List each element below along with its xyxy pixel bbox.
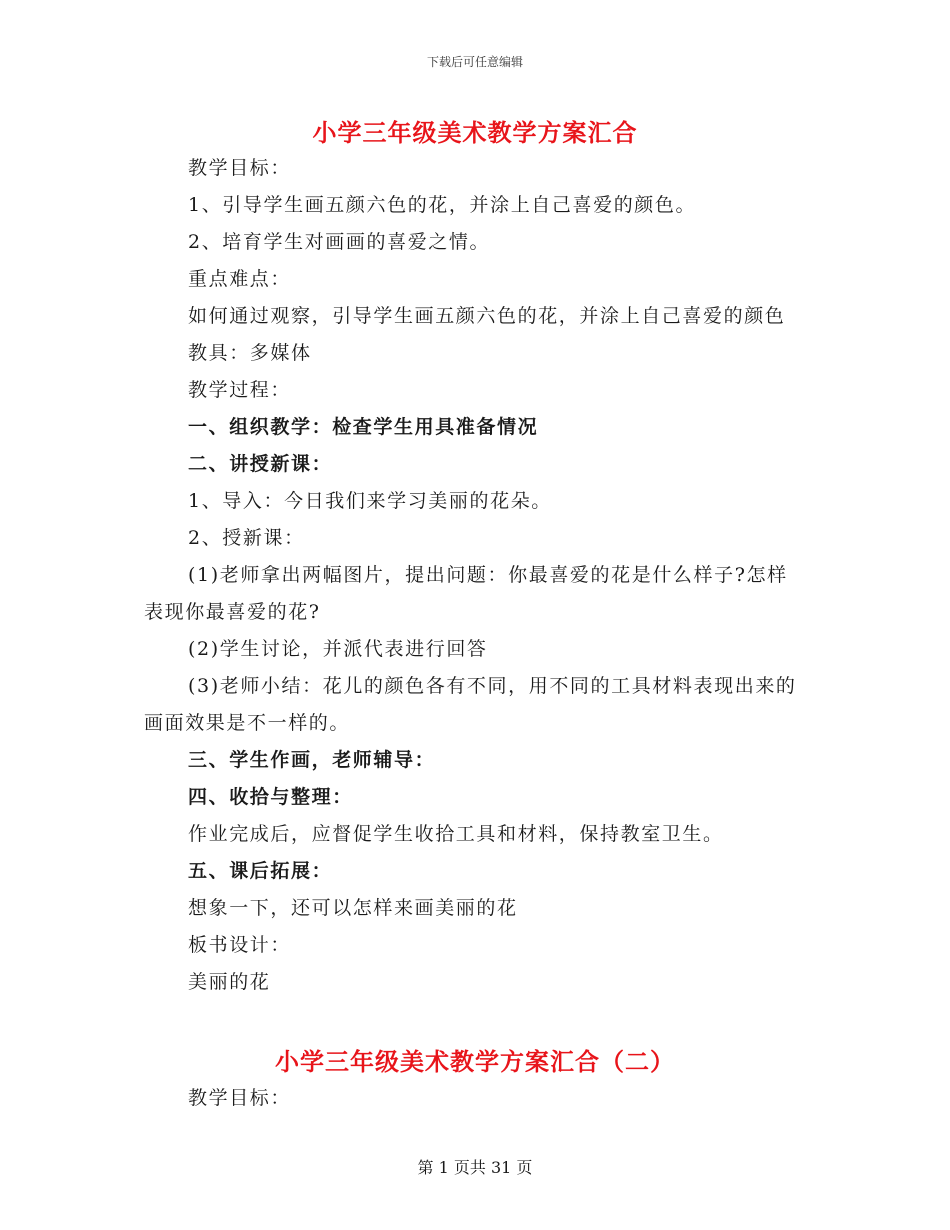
paragraph: 教学目标： xyxy=(188,157,292,179)
paragraph: 美丽的花 xyxy=(188,971,271,993)
paragraph: 板书设计： xyxy=(188,934,292,956)
paragraph: 1、导入：今日我们来学习美丽的花朵。 xyxy=(188,490,552,512)
document-title: 小学三年级美术教学方案汇合 xyxy=(312,118,638,147)
paragraph: (1)老师拿出两幅图片，提出问题：你最喜爱的花是什么样子?怎样表现你最喜爱的花? xyxy=(144,564,788,623)
paragraph: 1、引导学生画五颜六色的花，并涂上自己喜爱的颜色。 xyxy=(188,194,697,216)
paragraph: 教具：多媒体 xyxy=(188,342,312,364)
section-heading: 四、收拾与整理： xyxy=(188,786,353,808)
lesson-plan-body xyxy=(144,150,806,1001)
paragraph: (3)老师小结：花儿的颜色各有不同，用不同的工具材料表现出来的画面效果是不一样的。 xyxy=(144,675,797,734)
paragraph: 教学过程： xyxy=(188,379,292,401)
paragraph: 教学目标： xyxy=(188,1087,292,1109)
document-title-part-two: 小学三年级美术教学方案汇合（二） xyxy=(275,1047,675,1076)
paragraph: 2、培育学生对画画的喜爱之情。 xyxy=(188,231,491,253)
page-number-footer: 第 1 页共 31 页 xyxy=(417,1158,533,1177)
paragraph: 重点难点： xyxy=(188,268,292,290)
page-header: 下载后可任意编辑 xyxy=(426,55,523,69)
paragraph: 作业完成后，应督促学生收拾工具和材料，保持教室卫生。 xyxy=(188,823,724,845)
paragraph: 想象一下，还可以怎样来画美丽的花 xyxy=(188,897,518,919)
paragraph: 如何通过观察，引导学生画五颜六色的花，并涂上自己喜爱的颜色 xyxy=(188,305,786,327)
section-heading: 一、组织教学：检查学生用具准备情况 xyxy=(188,416,539,438)
section-heading: 三、学生作画，老师辅导： xyxy=(188,749,436,771)
section-heading: 五、课后拓展： xyxy=(188,860,333,882)
paragraph: (2)学生讨论，并派代表进行回答 xyxy=(188,638,488,660)
lesson-plan-body-part-two xyxy=(144,1080,806,1117)
paragraph: 2、授新课： xyxy=(188,527,305,549)
section-heading: 二、讲授新课： xyxy=(188,453,333,475)
